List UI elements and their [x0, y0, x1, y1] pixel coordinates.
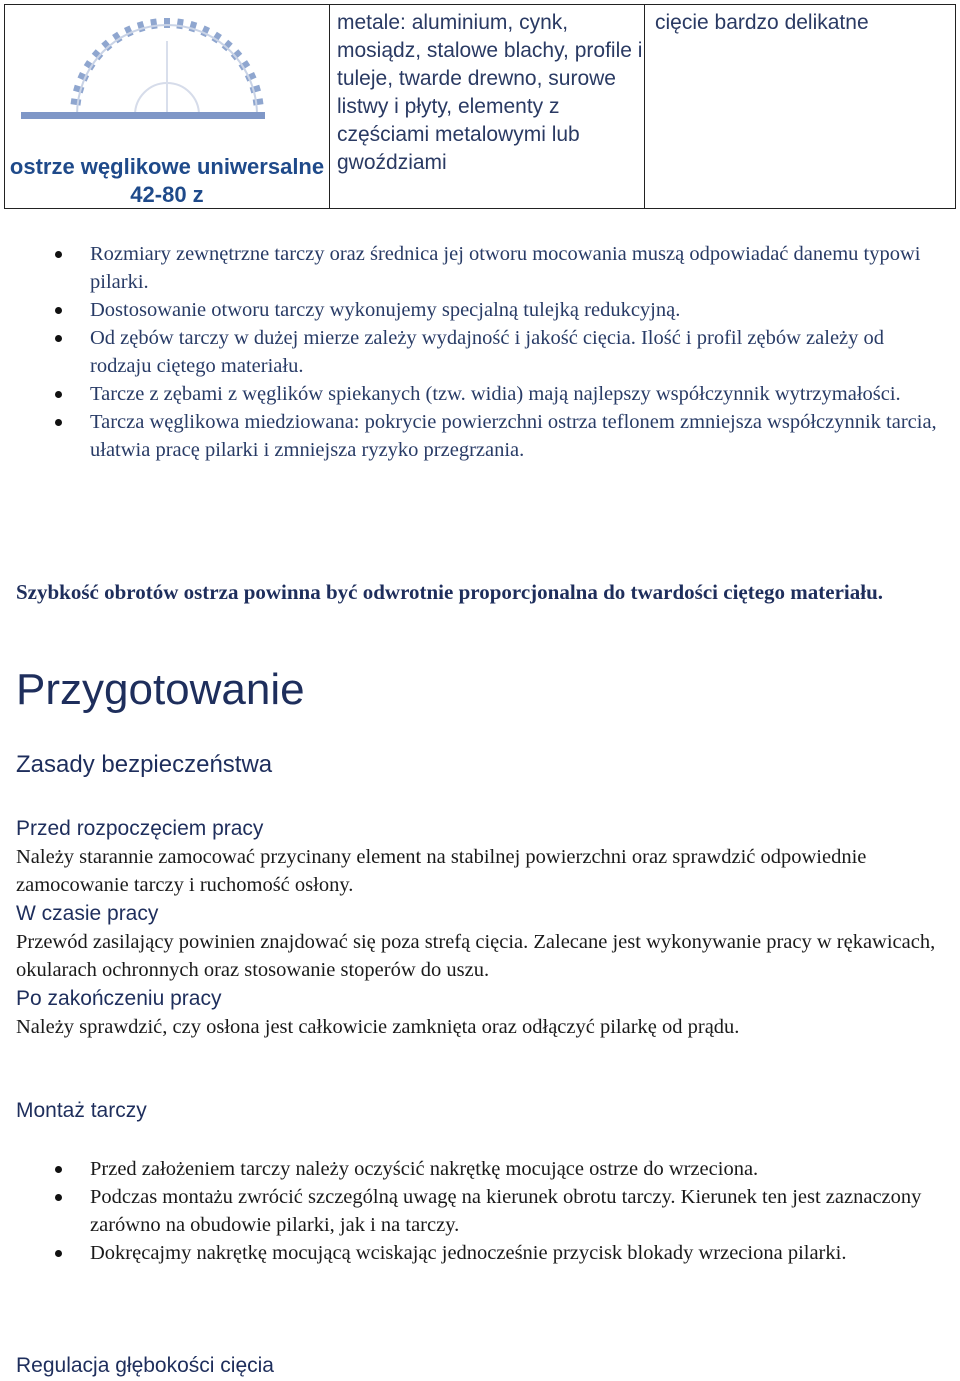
list-item — [0, 324, 960, 380]
list-item-text: Rozmiary zewnętrzne tarczy oraz średnica jej otworu mocowania muszą odpowiadać danemu typowi pilarki. — [90, 243, 921, 293]
bullet-icon — [55, 251, 62, 258]
during-work-heading: W czasie pracy — [16, 902, 159, 925]
after-work-heading: Po zakończeniu pracy — [16, 987, 222, 1010]
mounting-list — [0, 1155, 960, 1267]
list-item — [0, 408, 960, 464]
blade-tooth — [164, 18, 170, 28]
section-title: Przygotowanie — [16, 665, 305, 714]
mounting-heading: Montaż tarczy — [16, 1099, 147, 1122]
materials-cell — [330, 5, 645, 209]
after-work-text: Należy sprawdzić, czy osłona jest całkowicie zamknięta oraz odłączyć pilarkę od prądu. — [16, 1016, 740, 1038]
list-item — [0, 1155, 960, 1183]
depth-heading: Regulacja głębokości cięcia — [16, 1354, 274, 1377]
list-item-text: Podczas montażu zwrócić szczególną uwagę na kierunek obrotu tarczy. Kierunek ten jest zaznaczony zarówno na obudowie pilarki, jak i na tarczy. — [90, 1186, 922, 1236]
notes-list — [0, 240, 960, 464]
list-item-text: Dokręcajmy nakrętkę mocującą wciskając jednocześnie przycisk blokady wrzeciona pilarki. — [90, 1242, 847, 1264]
during-work-text: Przewód zasilający powinien znajdować się poza strefą cięcia. Zalecane jest wykonywanie pracy w rękawicach, okularach ochronnych oraz stosowanie stoperów do uszu. — [16, 931, 936, 981]
bullet-icon — [55, 307, 62, 314]
bullet-icon — [55, 419, 62, 426]
list-item — [0, 1239, 960, 1267]
cut-quality-text: cięcie bardzo delikatne — [655, 11, 869, 34]
list-item-text: Przed założeniem tarczy należy oczyścić nakrętkę mocujące ostrze do wrzeciona. — [90, 1158, 759, 1180]
list-item-text: Od zębów tarczy w dużej mierze zależy wydajność i jakość cięcia. Ilość i profil zębów zależy od rodzaju ciętego materiału. — [90, 327, 885, 377]
blade-cell — [5, 5, 330, 209]
table-row — [5, 5, 956, 209]
bullet-icon — [55, 335, 62, 342]
bullet-icon — [55, 1194, 62, 1201]
list-item — [0, 240, 960, 296]
list-item-text: Dostosowanie otworu tarczy wykonujemy specjalną tulejką redukcyjną. — [90, 299, 681, 321]
blade-tooth — [150, 19, 157, 30]
materials-text: metale: aluminium, cynk, mosiądz, stalowe blachy, profile i tuleje, twarde drewno, surowe listwy i płyty, elementy z częściami metalowymi lub gwoździami — [337, 11, 643, 174]
before-work-heading: Przed rozpoczęciem pracy — [16, 817, 264, 840]
list-item-text: Tarcza węglikowa miedziowana: pokrycie powierzchni ostrza teflonem zmniejsza współczynnik tarcia, ułatwia pracę pilarki i zmniejsza ryzyko przegrzania. — [90, 411, 937, 461]
blade-name: ostrze węglikowe uniwersalne 42-80 z — [9, 154, 325, 207]
speed-note: Szybkość obrotów ostrza powinna być odwrotnie proporcjonalna do twardości ciętego materiału. — [16, 580, 884, 604]
bullet-icon — [55, 1250, 62, 1257]
bullet-icon — [55, 1166, 62, 1173]
before-work-text: Należy starannie zamocować przycinany element na stabilnej powierzchni oraz sprawdzić odpowiednie zamocowanie tarczy i ruchomość osłony. — [16, 846, 867, 896]
blade-tooth — [71, 98, 82, 105]
list-item — [0, 1183, 960, 1239]
list-item — [0, 296, 960, 324]
blade-tooth — [176, 19, 183, 30]
circular-saw-blade-icon — [17, 11, 267, 129]
cut-quality-cell — [645, 5, 956, 209]
safety-heading: Zasady bezpieczeństwa — [16, 751, 273, 778]
blade-table — [4, 4, 956, 209]
list-item — [0, 380, 960, 408]
list-item-text: Tarcze z zębami z węglików spiekanych (tzw. widia) mają najlepszy współczynnik wytrzymałości. — [90, 383, 901, 405]
bullet-icon — [55, 391, 62, 398]
blade-tooth — [253, 98, 264, 105]
